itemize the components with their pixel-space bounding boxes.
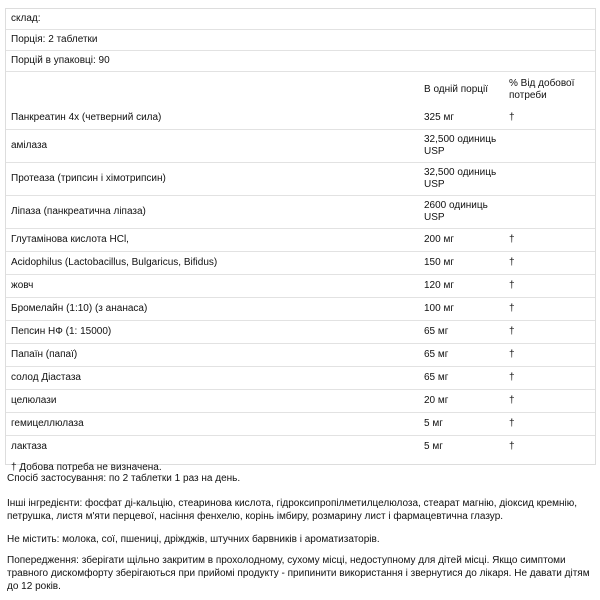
ingredient-name: целюлази	[6, 390, 419, 413]
table-row	[6, 321, 595, 344]
ingredient-daily-value: †	[504, 298, 595, 321]
supplement-facts-table	[5, 8, 596, 473]
table-row	[6, 196, 595, 229]
warning-text: Попередження: зберігати щільно закритим в прохолодному, сухому місці, недоступному для дітей місці. Якщо симптоми травного дискомфорту зберігаються при прийомі продукту - припинити використання і звернутися до лікаря. Не давати дітям до 12 років.	[7, 555, 590, 592]
table-row	[6, 344, 595, 367]
not-contains-text: Не містить: молока, сої, пшениці, дріжджів, штучних барвників і ароматизаторів.	[7, 534, 380, 545]
usage-text: Спосіб застосування: по 2 таблетки 1 раз на день.	[7, 473, 241, 484]
table-row	[6, 298, 595, 321]
table-row	[6, 275, 595, 298]
ingredient-daily-value: †	[504, 367, 595, 390]
ingredient-daily-value	[504, 130, 595, 163]
ingredient-daily-value	[504, 196, 595, 229]
ingredient-name: Acidophilus (Lactobacillus, Bulgaricus, Bifidus)	[6, 252, 419, 275]
ingredient-daily-value: †	[504, 390, 595, 413]
footnote: † Добова потреба не визначена.	[11, 462, 162, 473]
ingredient-amount: 65 мг	[419, 367, 504, 390]
ingredient-amount: 2600 одиниць USP	[419, 196, 504, 229]
ingredient-daily-value: †	[504, 413, 595, 436]
table-row	[6, 229, 595, 252]
table-row	[6, 130, 595, 163]
ingredient-name: Ліпаза (панкреатична ліпаза)	[6, 196, 419, 229]
ingredient-amount: 200 мг	[419, 229, 504, 252]
column-header-amount: В одній порції	[424, 83, 488, 95]
table-row	[6, 107, 595, 130]
ingredient-daily-value: †	[504, 107, 595, 130]
column-header-row	[6, 72, 595, 108]
composition-row	[6, 9, 595, 30]
servings-per-pack: Порцій в упаковці: 90	[6, 51, 595, 72]
table-row	[6, 367, 595, 390]
ingredient-daily-value: †	[509, 441, 515, 452]
ingredient-daily-value: †	[504, 229, 595, 252]
column-header-empty	[6, 72, 419, 108]
ingredient-amount: 120 мг	[419, 275, 504, 298]
ingredient-name: Пепсин НФ (1: 15000)	[6, 321, 419, 344]
table-row	[6, 163, 595, 196]
ingredient-amount: 5 мг	[419, 413, 504, 436]
other-ingredients-text: Інші інгредієнти: фосфат ді-кальцію, стеаринова кислота, гідроксипропілметилцелюлоза, стеарат магнію, діоксид кремнію, петрушка, листя м'яти перцевої, насіння фенхелю, корінь імбиру, розмарину лист і фармацевтична глазур.	[7, 498, 578, 522]
ingredient-name: амілаза	[6, 130, 419, 163]
serving-row	[6, 30, 595, 51]
ingredient-daily-value: †	[504, 275, 595, 298]
facts-table	[6, 9, 595, 478]
ingredient-name: Бромелайн (1:10) (з ананаса)	[6, 298, 419, 321]
servings-per-pack-row	[6, 51, 595, 72]
ingredient-name: жовч	[6, 275, 419, 298]
ingredient-amount: 65 мг	[419, 344, 504, 367]
ingredient-daily-value: †	[504, 321, 595, 344]
column-header-daily: % Від добової потреби	[509, 77, 575, 101]
ingredient-amount: 65 мг	[419, 321, 504, 344]
ingredient-name: Панкреатин 4x (четверний сила)	[6, 107, 419, 130]
serving-size: Порція: 2 таблетки	[6, 30, 595, 51]
ingredient-daily-value	[504, 163, 595, 196]
ingredient-name: солод Діастаза	[6, 367, 419, 390]
table-row	[6, 436, 595, 459]
ingredient-name: Протеаза (трипсин і хімотрипсин)	[6, 163, 419, 196]
ingredient-amount: 150 мг	[419, 252, 504, 275]
ingredient-daily-value: †	[504, 344, 595, 367]
ingredient-amount: 325 мг	[419, 107, 504, 130]
ingredient-amount: 100 мг	[419, 298, 504, 321]
ingredient-amount: 32,500 одиниць USP	[419, 163, 504, 196]
ingredient-amount: 20 мг	[419, 390, 504, 413]
ingredient-name: гемицеллюлаза	[6, 413, 419, 436]
table-row	[6, 413, 595, 436]
ingredient-name: Папаїн (папаї)	[6, 344, 419, 367]
table-row	[6, 252, 595, 275]
table-row	[6, 390, 595, 413]
ingredient-amount: 32,500 одиниць USP	[419, 130, 504, 163]
ingredient-amount: 5 мг	[424, 441, 443, 452]
ingredient-daily-value: †	[504, 252, 595, 275]
ingredient-name: Глутамінова кислота HCl,	[6, 229, 419, 252]
ingredient-name: лактаза	[11, 441, 47, 452]
composition-label: склад:	[6, 9, 595, 30]
